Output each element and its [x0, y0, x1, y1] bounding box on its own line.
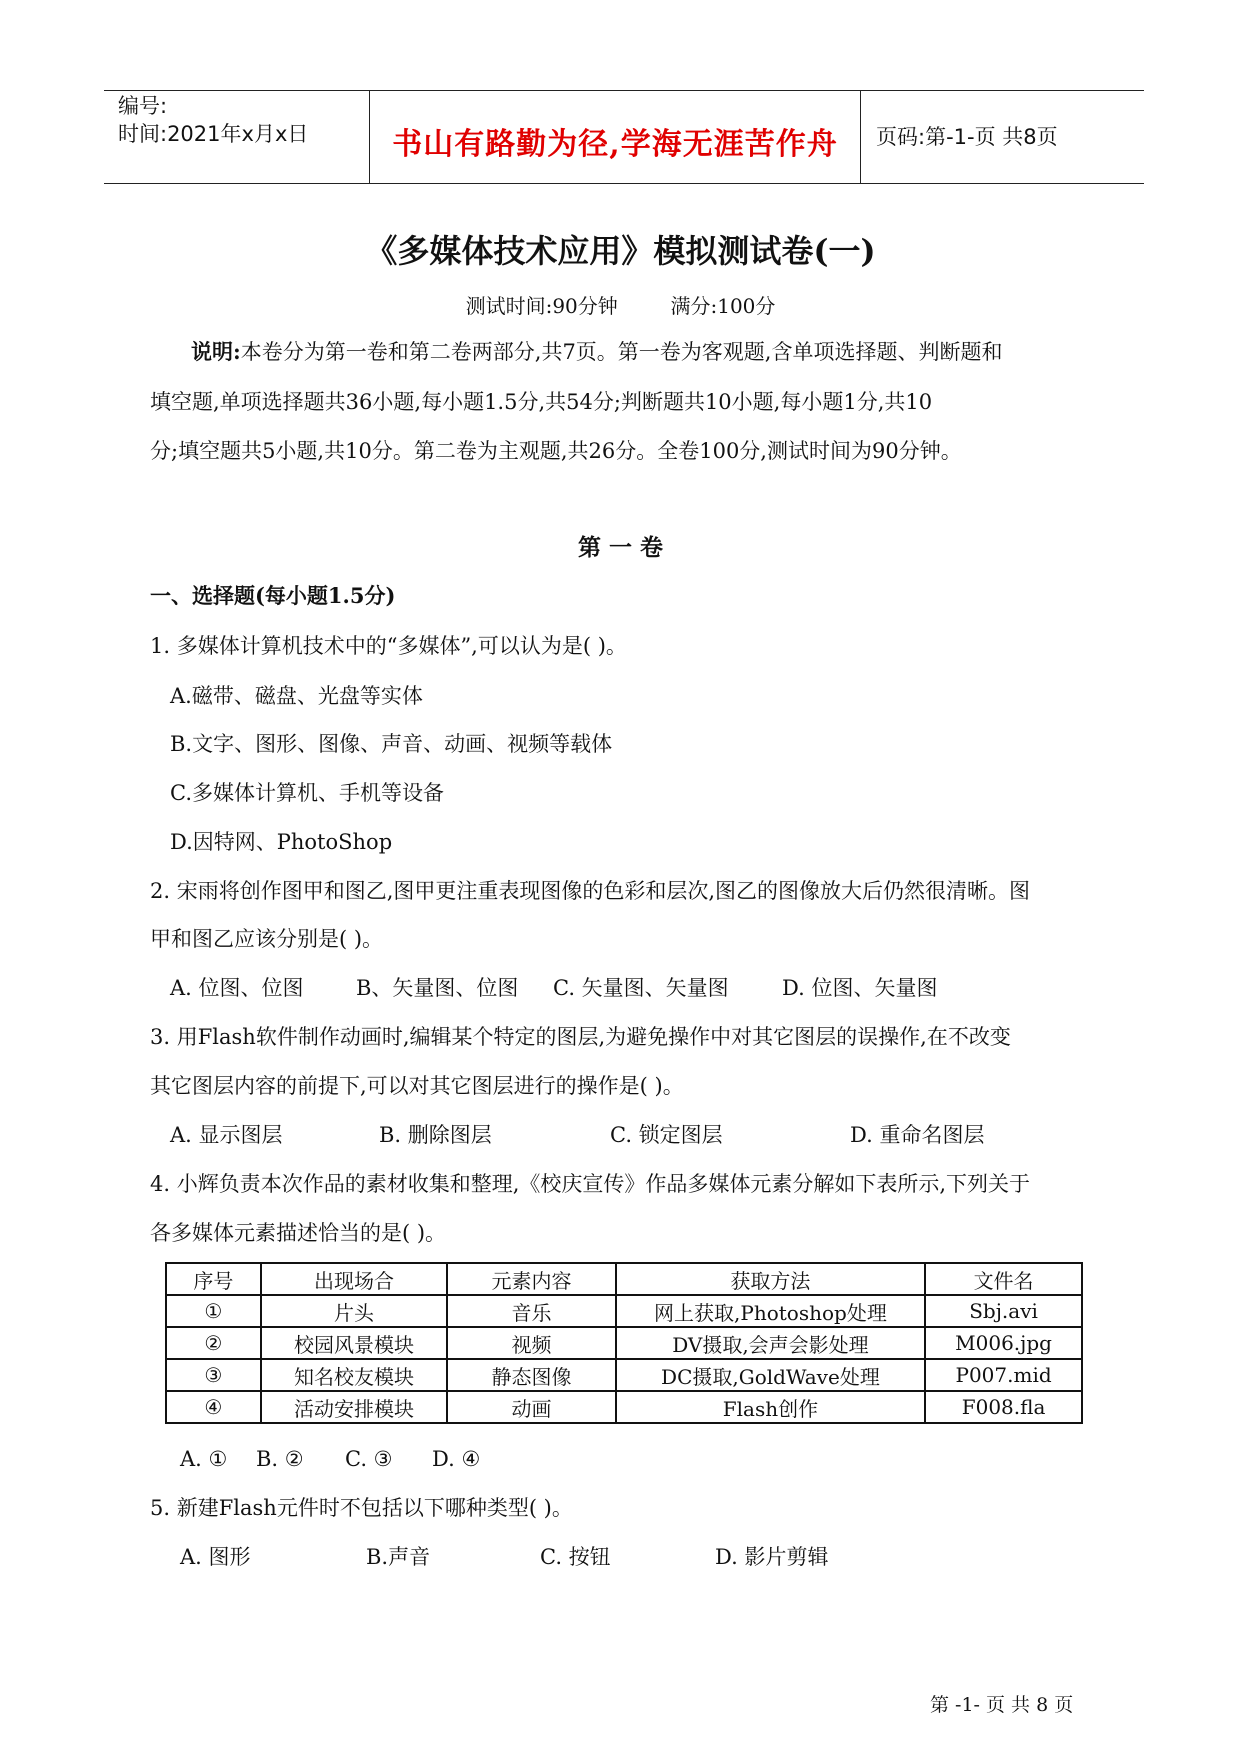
exam-time: 测试时间:90分钟	[465, 294, 618, 318]
question-1-option-b: B.文字、图形、图像、声音、动画、视频等载体	[170, 732, 613, 756]
table-row	[166, 1327, 1082, 1359]
question-3-option-d: D. 重命名图层	[850, 1123, 985, 1147]
table-cell: ①	[166, 1295, 261, 1327]
question-1-stem: 1. 多媒体计算机技术中的“多媒体”,可以认为是( )。	[150, 634, 627, 658]
instructions-line-1	[191, 339, 1002, 365]
header-bottom-rule	[104, 183, 1144, 184]
question-5-option-c: C. 按钮	[540, 1545, 611, 1569]
table-cell: ②	[166, 1327, 261, 1359]
table-cell: Flash创作	[616, 1391, 925, 1423]
header-top-rule	[104, 90, 1144, 91]
table-cell: 视频	[447, 1327, 616, 1359]
question-2-option-a: A. 位图、位图	[170, 976, 304, 1000]
question-4-stem-line-2: 各多媒体元素描述恰当的是( )。	[150, 1221, 447, 1245]
table-header-cell: 文件名	[925, 1263, 1082, 1295]
question-4-option-d: D. ④	[432, 1447, 481, 1471]
header-divider-left	[369, 90, 370, 183]
instructions-line-2: 填空题,单项选择题共36小题,每小题1.5分,共54分;判断题共10小题,每小题1分,共10	[150, 390, 933, 414]
table-row	[166, 1359, 1082, 1391]
doc-date-label: 时间:2021年x月x日	[118, 122, 309, 146]
table-header-cell: 元素内容	[447, 1263, 616, 1295]
question-5-option-b: B.声音	[366, 1545, 431, 1569]
volume-title: 第 一 卷	[577, 534, 663, 561]
question-1-option-a: A.磁带、磁盘、光盘等实体	[170, 684, 423, 708]
question-4-option-a: A. ①	[180, 1447, 228, 1471]
instructions-line-3: 分;填空题共5小题,共10分。第二卷为主观题,共26分。全卷100分,测试时间为90分钟。	[150, 439, 962, 463]
question-1-option-c: C.多媒体计算机、手机等设备	[170, 781, 444, 805]
question-3-stem-line-1: 3. 用Flash软件制作动画时,编辑某个特定的图层,为避免操作中对其它图层的误操作,在不改变	[150, 1025, 1011, 1049]
page-footer: 第 -1- 页 共 8 页	[930, 1694, 1074, 1716]
doc-number-label: 编号:	[118, 94, 168, 118]
question-2-stem-line-1: 2. 宋雨将创作图甲和图乙,图甲更注重表现图像的色彩和层次,图乙的图像放大后仍然很清晰。图	[150, 879, 1031, 903]
question-2-option-b: B、矢量图、位图	[356, 976, 519, 1000]
header-motto: 书山有路勤为径,学海无涯苦作舟	[392, 127, 838, 162]
exam-score: 满分:100分	[670, 294, 776, 318]
table-cell: 网上获取,Photoshop处理	[616, 1295, 925, 1327]
table-header-row	[166, 1263, 1082, 1295]
table-cell: M006.jpg	[925, 1327, 1082, 1359]
question-1-option-d: D.因特网、PhotoShop	[170, 830, 393, 854]
table-header-cell: 序号	[166, 1263, 261, 1295]
question-3-option-c: C. 锁定图层	[610, 1123, 723, 1147]
table-cell: ④	[166, 1391, 261, 1423]
question-4-stem-line-1: 4. 小辉负责本次作品的素材收集和整理,《校庆宣传》作品多媒体元素分解如下表所示,下列关于	[150, 1172, 1031, 1196]
question-5-option-a: A. 图形	[180, 1545, 251, 1569]
question-4-option-b: B. ②	[256, 1447, 304, 1471]
question-5-stem: 5. 新建Flash元件时不包括以下哪种类型( )。	[150, 1496, 573, 1520]
question-3-option-a: A. 显示图层	[170, 1123, 283, 1147]
table-cell: DV摄取,会声会影处理	[616, 1327, 925, 1359]
table-cell: 静态图像	[447, 1359, 616, 1391]
header-divider-right	[860, 90, 861, 183]
table-cell: P007.mid	[925, 1359, 1082, 1391]
table-cell: 音乐	[447, 1295, 616, 1327]
question-3-stem-line-2: 其它图层内容的前提下,可以对其它图层进行的操作是( )。	[150, 1074, 684, 1098]
table-cell: 动画	[447, 1391, 616, 1423]
question-5-option-d: D. 影片剪辑	[715, 1545, 829, 1569]
question-2-stem-line-2: 甲和图乙应该分别是( )。	[150, 927, 384, 951]
table-cell: DC摄取,GoldWave处理	[616, 1359, 925, 1391]
table-cell: F008.fla	[925, 1391, 1082, 1423]
section-title: 一、选择题(每小题1.5分)	[150, 583, 396, 608]
media-elements-table	[165, 1262, 1083, 1424]
table-row	[166, 1391, 1082, 1423]
question-2-option-d: D. 位图、矢量图	[782, 976, 938, 1000]
exam-subtitle	[0, 290, 1241, 319]
table-cell: ③	[166, 1359, 261, 1391]
table-cell: Sbj.avi	[925, 1295, 1082, 1327]
instructions-text-1: 本卷分为第一卷和第二卷两部分,共7页。第一卷为客观题,含单项选择题、判断题和	[240, 340, 1003, 364]
table-header-cell: 获取方法	[616, 1263, 925, 1295]
table-cell: 片头	[261, 1295, 447, 1327]
table-header-cell: 出现场合	[261, 1263, 447, 1295]
question-3-option-b: B. 删除图层	[379, 1123, 492, 1147]
instructions-label: 说明:	[191, 339, 241, 364]
exam-title: 《多媒体技术应用》模拟测试卷(一)	[365, 232, 876, 270]
table-cell: 知名校友模块	[261, 1359, 447, 1391]
header-page-label: 页码:第-1-页 共8页	[876, 125, 1058, 149]
table-row	[166, 1295, 1082, 1327]
table-cell: 活动安排模块	[261, 1391, 447, 1423]
table-cell: 校园风景模块	[261, 1327, 447, 1359]
question-4-option-c: C. ③	[345, 1447, 393, 1471]
question-2-option-c: C. 矢量图、矢量图	[553, 976, 729, 1000]
